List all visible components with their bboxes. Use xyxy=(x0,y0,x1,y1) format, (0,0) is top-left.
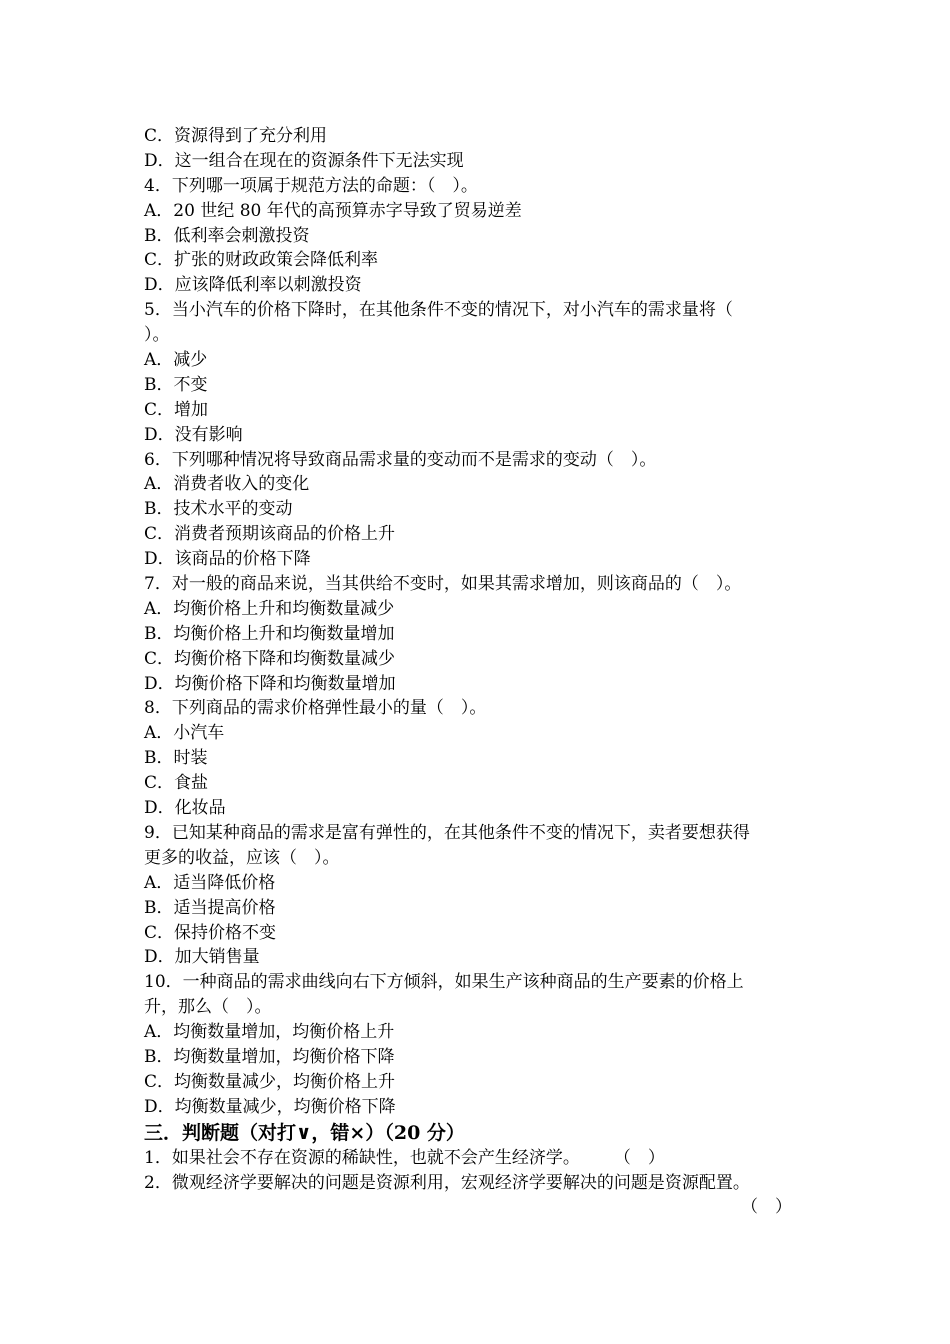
document-page xyxy=(144,124,810,1220)
option-line: C．增加 xyxy=(144,399,209,420)
question-line: 4．下列哪一项属于规范方法的命题：（ ）。 xyxy=(144,175,478,196)
option-line: D．均衡价格下降和均衡数量增加 xyxy=(144,673,396,694)
option-line: A．小汽车 xyxy=(144,723,225,744)
option-line: A．均衡数量增加，均衡价格上升 xyxy=(144,1022,395,1043)
option-line: B．适当提高价格 xyxy=(144,897,276,918)
option-line: C．消费者预期该商品的价格上升 xyxy=(144,524,396,545)
option-line: D．化妆品 xyxy=(144,798,226,819)
option-line: A．20 世纪 80 年代的高预算赤字导致了贸易逆差 xyxy=(144,200,522,221)
option-line: A．均衡价格上升和均衡数量减少 xyxy=(144,598,395,619)
question-line: 7．对一般的商品来说，当其供给不变时，如果其需求增加，则该商品的（ ）。 xyxy=(144,574,742,595)
option-line: D．应该降低利率以刺激投资 xyxy=(144,275,362,296)
option-line: B．均衡数量增加，均衡价格下降 xyxy=(144,1046,395,1067)
option-line: C．扩张的财政政策会降低利率 xyxy=(144,250,379,271)
option-line: D．这一组合在现在的资源条件下无法实现 xyxy=(144,150,464,171)
option-line: D．均衡数量减少，均衡价格下降 xyxy=(144,1096,396,1117)
option-line: C．食盐 xyxy=(144,773,209,794)
option-line: C．资源得到了充分利用 xyxy=(144,126,328,146)
option-line: A．适当降低价格 xyxy=(144,872,276,893)
option-line: C．均衡价格下降和均衡数量减少 xyxy=(144,648,396,669)
judgement-question: 2．微观经济学要解决的问题是资源利用，宏观经济学要解决的问题是资源配置。 xyxy=(144,1172,750,1193)
option-line: B．时装 xyxy=(144,748,208,769)
judgement-question: 1．如果社会不存在资源的稀缺性，也就不会产生经济学。 （ ） xyxy=(144,1147,665,1168)
option-line: C．保持价格不变 xyxy=(144,922,277,943)
question-line-continued: 更多的收益，应该（ ）。 xyxy=(144,847,340,868)
option-line: D．该商品的价格下降 xyxy=(144,549,311,570)
option-line: B．均衡价格上升和均衡数量增加 xyxy=(144,623,395,644)
option-line: A．减少 xyxy=(144,350,208,371)
question-line: 5．当小汽车的价格下降时，在其他条件不变的情况下，对小汽车的需求量将（ xyxy=(144,300,733,321)
question-line: 10．一种商品的需求曲线向右下方倾斜，如果生产该种商品的生产要素的价格上 xyxy=(144,972,744,993)
answer-blank: （ ） xyxy=(741,1197,792,1218)
question-line: 8．下列商品的需求价格弹性最小的量（ ）。 xyxy=(144,698,487,719)
option-line: B．技术水平的变动 xyxy=(144,499,293,520)
option-line: D．加大销售量 xyxy=(144,947,260,968)
option-line: C．均衡数量减少，均衡价格上升 xyxy=(144,1071,396,1092)
question-line-continued: 升，那么（ ）。 xyxy=(144,997,272,1018)
section-heading: 三．判断题（对打∨，错×）（20 分） xyxy=(144,1121,465,1144)
option-line: B．不变 xyxy=(144,374,208,395)
option-line: B．低利率会刺激投资 xyxy=(144,225,310,246)
option-line: D．没有影响 xyxy=(144,424,243,445)
question-line: 9．已知某种商品的需求是富有弹性的，在其他条件不变的情况下，卖者要想获得 xyxy=(144,822,750,843)
question-line: 6．下列哪种情况将导致商品需求量的变动而不是需求的变动（ ）。 xyxy=(144,449,657,470)
option-line: A．消费者收入的变化 xyxy=(144,474,310,495)
question-line-continued: ）。 xyxy=(144,325,170,346)
